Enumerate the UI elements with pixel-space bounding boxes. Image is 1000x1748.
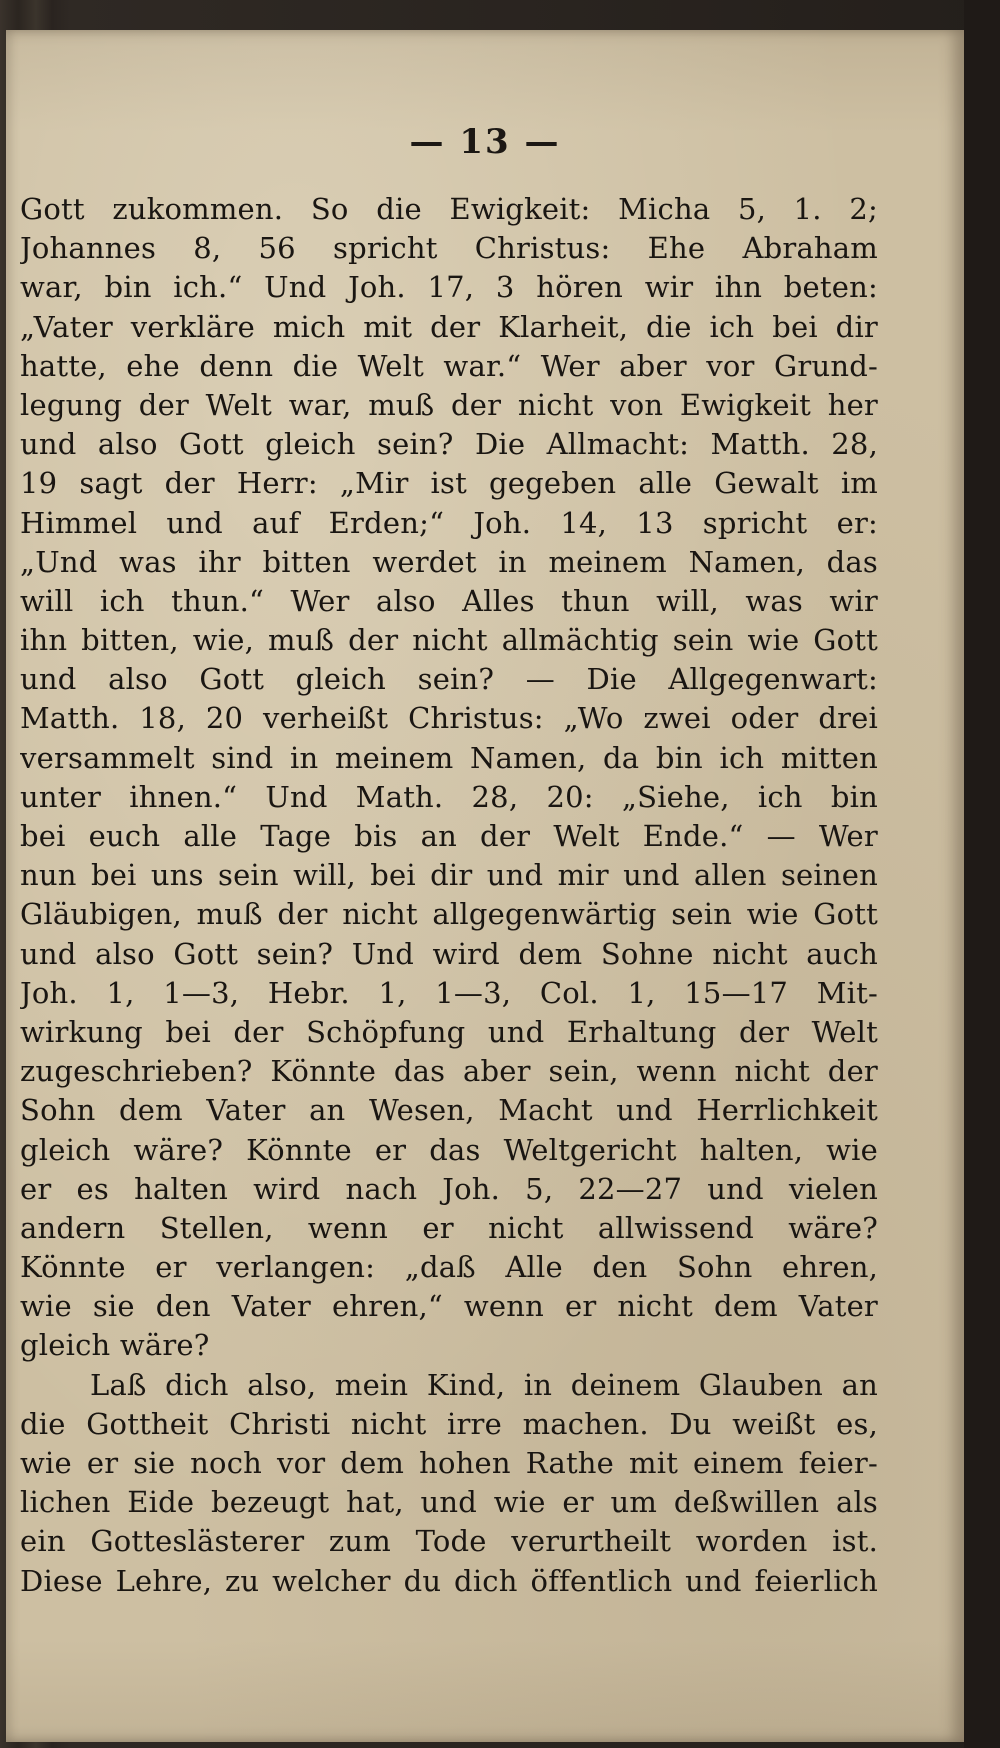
text-line: Könnte er verlangen: „daß Alle den Sohn ehren,: [20, 1250, 878, 1285]
text-line: legung der Welt war, muß der nicht von Ewigkeit her: [20, 387, 878, 422]
text-line: versammelt sind in meinem Namen, da bin ich mitten: [20, 740, 878, 775]
book-spine-edge: [964, 0, 1000, 1748]
text-line: ihn bitten, wie, muß der nicht allmächtig sein wie Gott: [20, 623, 878, 658]
page-number: — 13 —: [409, 122, 561, 162]
text-line: und also Gott sein? Und wird dem Sohne nicht auch: [20, 936, 878, 971]
text-line: und also Gott gleich sein? Die Allmacht: Matth. 28,: [20, 427, 878, 462]
text-line: nun bei uns sein will, bei dir und mir und allen seinen: [20, 858, 878, 893]
text-line: Joh. 1, 1—3, Hebr. 1, 1—3, Col. 1, 15—17 Mit-: [20, 975, 878, 1010]
text-line: wie sie den Vater ehren,“ wenn er nicht dem Vater: [20, 1289, 878, 1324]
text-line: Johannes 8, 56 spricht Christus: Ehe Abraham: [20, 231, 878, 266]
paper-page: [6, 30, 967, 1742]
text-line: Himmel und auf Erden;“ Joh. 14, 13 spricht er:: [20, 505, 878, 540]
text-line: Laß dich also, mein Kind, in deinem Glauben an: [90, 1367, 878, 1402]
text-line: wirkung bei der Schöpfung und Erhaltung der Welt: [20, 1014, 878, 1049]
text-line: Diese Lehre, zu welcher du dich öffentlich und feierlich: [20, 1563, 878, 1598]
text-line: bei euch alle Tage bis an der Welt Ende.“ — Wer: [20, 819, 878, 853]
text-line: die Gottheit Christi nicht irre machen. Du weißt es,: [20, 1406, 878, 1441]
text-line: gleich wäre?: [20, 1328, 210, 1363]
text-line: andern Stellen, wenn er nicht allwissend wäre?: [20, 1210, 878, 1245]
text-line: er es halten wird nach Joh. 5, 22—27 und vielen: [20, 1171, 878, 1206]
text-line: Matth. 18, 20 verheißt Christus: „Wo zwei oder drei: [20, 701, 878, 736]
text-line: zugeschrieben? Könnte das aber sein, wenn nicht der: [20, 1054, 878, 1089]
text-line: „Vater verkläre mich mit der Klarheit, die ich bei dir: [20, 309, 878, 344]
text-line: will ich thun.“ Wer also Alles thun will, was wir: [20, 583, 878, 618]
text-line: lichen Eide bezeugt hat, und wie er um deßwillen als: [20, 1485, 878, 1520]
text-line: Sohn dem Vater an Wesen, Macht und Herrlichkeit: [20, 1093, 878, 1128]
text-line: unter ihnen.“ Und Math. 28, 20: „Siehe, ich bin: [20, 779, 878, 814]
text-line: wie er sie noch vor dem hohen Rathe mit einem feier-: [20, 1446, 878, 1480]
text-line: gleich wäre? Könnte er das Weltgericht halten, wie: [20, 1132, 878, 1167]
text-line: Gott zukommen. So die Ewigkeit: Micha 5, 1. 2;: [20, 192, 878, 226]
text-line: ein Gotteslästerer zum Tode verurtheilt worden ist.: [20, 1524, 878, 1559]
text-line: „Und was ihr bitten werdet in meinem Namen, das: [20, 544, 878, 579]
text-line: und also Gott gleich sein? — Die Allgegenwart:: [20, 662, 878, 697]
body-text: [20, 190, 878, 1650]
text-line: hatte, ehe denn die Welt war.“ Wer aber vor Grund-: [20, 348, 878, 383]
text-line: war, bin ich.“ Und Joh. 17, 3 hören wir ihn beten:: [20, 270, 878, 305]
text-line: 19 sagt der Herr: „Mir ist gegeben alle Gewalt im: [20, 466, 878, 501]
text-line: Gläubigen, muß der nicht allgegenwärtig sein wie Gott: [20, 897, 878, 932]
